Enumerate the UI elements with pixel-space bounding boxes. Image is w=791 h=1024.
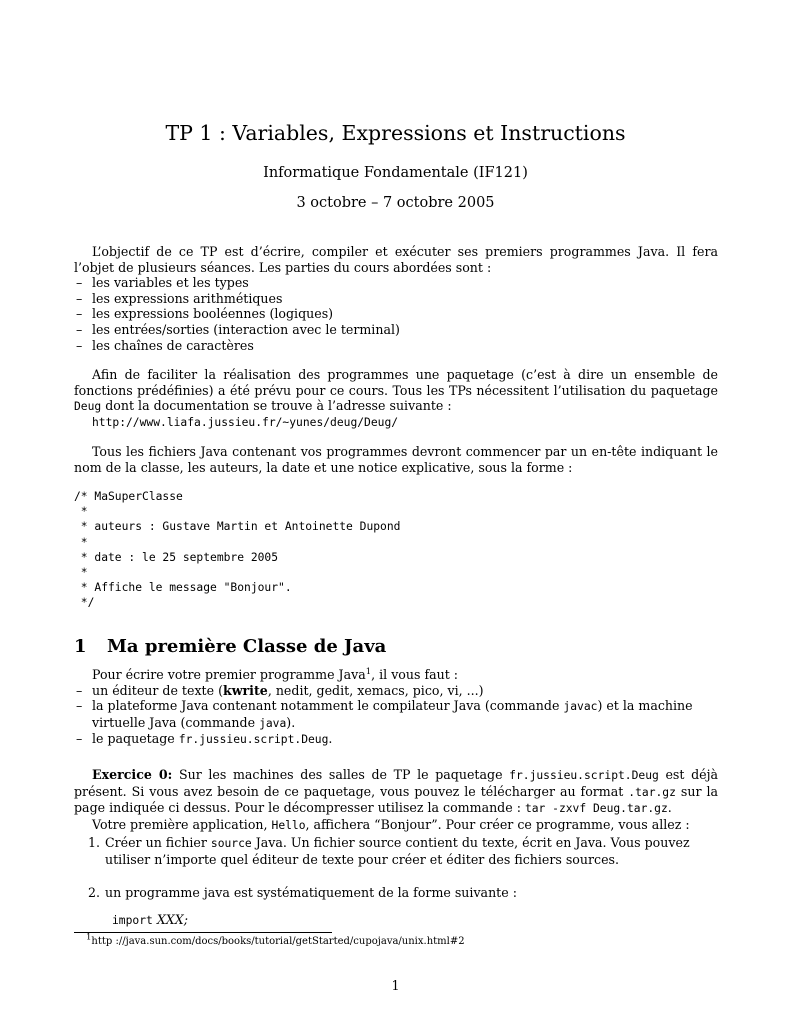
intro-section xyxy=(74,244,718,353)
exercise-text: Sur les machines des salles de TP le paquetage xyxy=(172,767,510,782)
requirement-text: le paquetage xyxy=(92,731,179,747)
class-name: Hello xyxy=(271,818,306,832)
step-text: Java. Un fichier source contient du texte, écrit en Java. Vous pouvez utiliser n’importe quel éditeur de texte pour créer et éditer des fichiers sources. xyxy=(105,835,690,867)
footnote-ref[interactable]: 1 xyxy=(365,666,372,677)
header-paragraph: Tous les fichiers Java contenant vos programmes devront commencer par un en-tête indiquant le nom de la classe, les auteurs, la date et une notice explicative, sous la forme : xyxy=(74,444,718,475)
package-path: fr.jussieu.script.Deug xyxy=(178,733,329,747)
topic-label: les chaînes de caractères xyxy=(92,337,254,353)
topics-list xyxy=(74,275,718,353)
exercise-text: est déjà présent. Si vous avez besoin de ce paquetage, vous pouvez le télécharger au format xyxy=(74,767,718,799)
code-header-block: /* MaSuperClasse * * auteurs : Gustave Martin et Antoinette Dupond * * date : le 25 septembre 2005 * * Affiche le message "Bonjour". */ xyxy=(74,490,401,610)
section-number: 1 xyxy=(74,636,87,657)
import-placeholder: XXX; xyxy=(156,912,188,927)
page-number: 1 xyxy=(391,978,400,993)
intro-paragraph: L’objectif de ce TP est d’écrire, compiler et exécuter ses premiers programmes Java. Il fera l’objet de plusieurs séances. Les parties du cours abordées sont : xyxy=(74,244,718,275)
application-paragraph xyxy=(74,817,718,834)
footnote-url[interactable]: http ://java.sun.com/docs/books/tutorial/getStarted/cupojava/unix.html#2 xyxy=(91,936,465,947)
step-text: un programme java est systématiquement de la forme suivante : xyxy=(105,885,517,900)
step-number: 1. xyxy=(88,835,101,850)
package-name: Deug xyxy=(74,400,102,414)
step-item xyxy=(74,885,718,901)
exercise-section xyxy=(74,767,718,833)
section-title: Ma première Classe de Java xyxy=(107,636,387,657)
application-text: Votre première application, xyxy=(92,816,272,832)
javac-command: javac xyxy=(563,700,598,714)
step-number: 2. xyxy=(88,885,101,900)
package-path: fr.jussieu.script.Deug xyxy=(509,769,659,782)
requirement-text: un éditeur de texte ( xyxy=(92,682,223,698)
topic-item: – les expressions booléennes (logiques) xyxy=(76,306,334,322)
package-text: dont la documentation se trouve à l’adresse suivante : xyxy=(101,398,452,414)
application-text: , affichera “Bonjour”. Pour créer ce programme, vous allez : xyxy=(305,816,690,832)
course-dates: 3 octobre – 7 octobre 2005 xyxy=(296,195,495,211)
footnote-rule xyxy=(74,932,332,933)
documentation-url[interactable]: http://www.liafa.jussieu.fr/~yunes/deug/Deug/ xyxy=(92,415,399,429)
package-text: Afin de faciliter la réalisation des programmes une paquetage (c’est à dire un ensemble de fonctions prédéfinies) a été prévu pour ce cours. Tous les TPs nécessitent l’utilisation du paquetage xyxy=(74,367,718,398)
header-instructions xyxy=(74,444,718,475)
requirement-text: . xyxy=(328,731,333,747)
import-line xyxy=(112,912,188,929)
section-heading xyxy=(74,636,386,658)
exercise-paragraph xyxy=(74,767,718,817)
topic-item: – les variables et les types xyxy=(76,275,249,291)
course-name: Informatique Fondamentale (IF121) xyxy=(263,165,528,181)
exercise-text: sur la page indiquée ci dessus. Pour le décompresser utilisez la commande : xyxy=(74,783,718,816)
tar-command: tar -zxvf Deug.tar.gz xyxy=(524,802,668,816)
steps-list xyxy=(74,835,718,867)
requirements-intro xyxy=(74,667,718,683)
section1-body xyxy=(74,667,718,748)
requirement-text: la plateforme Java contenant notamment le compilateur Java (commande xyxy=(92,698,564,714)
requirement-package: – le paquetage fr.jussieu.script.Deug. xyxy=(76,731,333,747)
requirement-text: , nedit, gedit, xemacs, pico, vi, ...) xyxy=(267,682,484,698)
package-paragraph xyxy=(74,367,718,415)
topic-label: les expressions booléennes (logiques) xyxy=(92,306,334,322)
import-keyword: import xyxy=(112,914,153,927)
topic-label: les entrées/sorties (interaction avec le terminal) xyxy=(92,321,400,337)
topic-item: – les expressions arithmétiques xyxy=(76,290,283,306)
topic-label: les variables et les types xyxy=(92,275,249,291)
requirements-text: , il vous faut : xyxy=(371,667,459,682)
step-item xyxy=(74,835,718,867)
requirement-editor: – un éditeur de texte (kwrite, nedit, gedit, xemacs, pico, vi, ...) xyxy=(76,682,484,698)
step-text: Créer un fichier xyxy=(105,835,211,850)
requirement-text: ) et la machine virtuelle Java (commande xyxy=(92,698,693,730)
code-sample xyxy=(74,489,718,611)
footnote-mark: 1 xyxy=(86,932,92,943)
requirements-text: Pour écrire votre premier programme Java xyxy=(92,667,366,682)
requirement-platform: – la plateforme Java contenant notamment le compilateur Java (commande javac) et la machine virtuelle Java (commande java). xyxy=(76,698,693,730)
java-command: java xyxy=(259,716,287,730)
steps-list-2 xyxy=(74,885,718,901)
exercise-label: Exercice 0: xyxy=(92,767,173,782)
requirement-text: ). xyxy=(286,714,296,730)
topic-label: les expressions arithmétiques xyxy=(92,290,283,306)
requirements-list xyxy=(74,683,718,748)
package-section xyxy=(74,367,718,430)
kwrite-label: kwrite xyxy=(222,682,268,698)
topic-item: – les entrées/sorties (interaction avec le terminal) xyxy=(76,321,400,337)
footnote xyxy=(86,932,465,948)
archive-format: .tar.gz xyxy=(628,785,676,799)
topic-item: – les chaînes de caractères xyxy=(76,337,254,353)
source-keyword: source xyxy=(210,837,252,850)
document-title: TP 1 : Variables, Expressions et Instructions xyxy=(165,121,626,145)
exercise-text: . xyxy=(667,800,672,816)
